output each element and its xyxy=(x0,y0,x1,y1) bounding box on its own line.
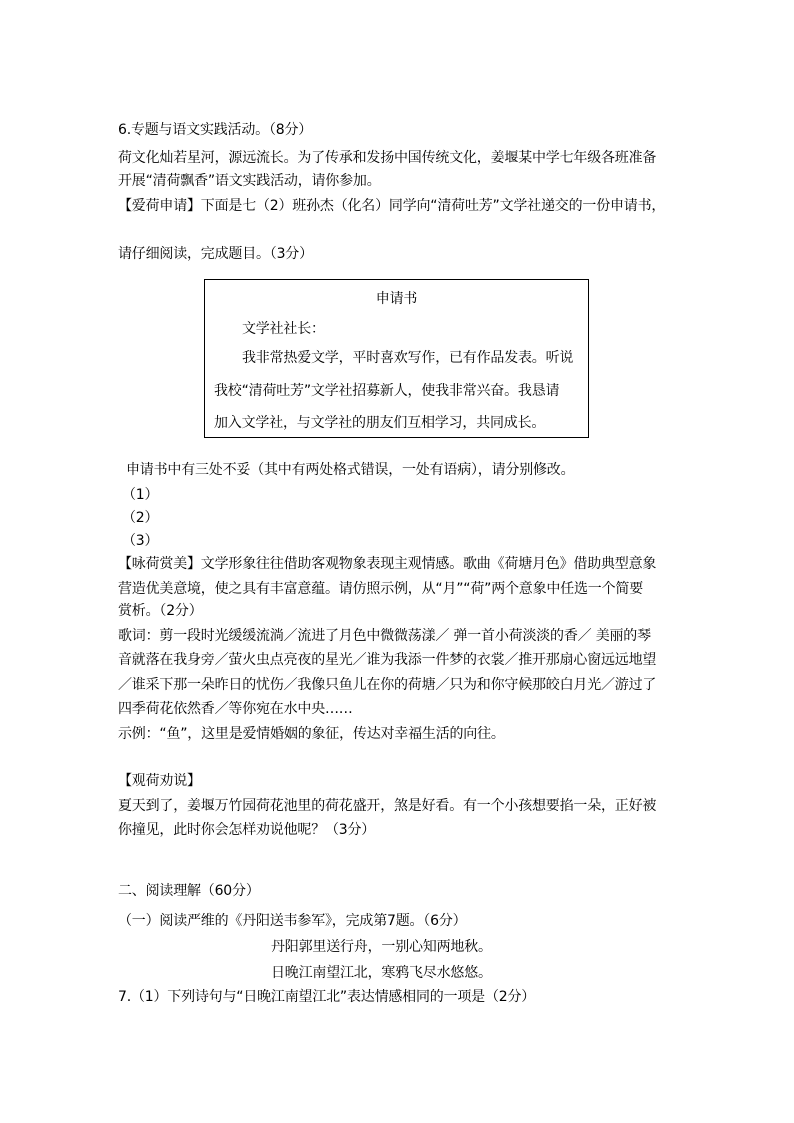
letter-title: 申请书 xyxy=(375,291,418,307)
intro-line: 开展“清荷飘香”语文实践活动，请你参加。 xyxy=(118,173,381,189)
example-line: 示例：“鱼”，这里是爱情婚姻的象征，传达对幸福生活的向往。 xyxy=(118,726,505,742)
letter-salutation: 文学社社长： xyxy=(242,321,325,337)
answer-blank-1: （1） xyxy=(122,487,159,503)
part2-line: 营造优美意境，使之具有丰富意蕴。请仿照示例，从“月”“荷”两个意象中任选一个简要 xyxy=(118,581,644,597)
part1-lead: 【爱荷申请】下面是七（2）班孙杰（化名）同学向“清荷吐芳”文学社递交的一份申请书， xyxy=(118,198,666,214)
section2-sub: （一）阅读严维的《丹阳送韦参军》，完成第7题。（6分） xyxy=(118,913,467,929)
letter-body-line: 我非常热爱文学，平时喜欢写作，已有作品发表。听说 xyxy=(242,350,574,366)
intro-line: 荷文化灿若星河，源远流长。为了传承和发扬中国传统文化，姜堰某中学七年级各班准备 xyxy=(118,150,657,166)
part3-line: 你撞见，此时你会怎样劝说他呢？（3分） xyxy=(118,822,376,838)
part2-line: 【咏荷赏美】文学形象往往借助客观物象表现主观情感。歌曲《荷塘月色》借助典型意象 xyxy=(118,556,657,572)
answer-blank-2: （2） xyxy=(122,510,159,526)
question-7: 7.（1）下列诗句与“日晚江南望江北”表达情感相同的一项是（2分） xyxy=(118,989,536,1005)
part2-line: 赏析。（2分） xyxy=(118,603,203,619)
answer-blank-3: （3） xyxy=(122,533,159,549)
part1-lead2: 请仔细阅读，完成题目。（3分） xyxy=(118,246,313,262)
part3-line: 夏天到了，姜堰万竹园荷花池里的荷花盛开，煞是好看。有一个小孩想要掐一朵，正好被 xyxy=(118,798,657,814)
poem-line: 日晚江南望江北，寒鸦飞尽水悠悠。 xyxy=(271,965,492,981)
lyrics-line: 歌词：剪一段时光缓缓流淌／流进了月色中微微荡漾／ 弹一首小荷淡淡的香／ 美丽的琴 xyxy=(118,628,651,644)
lyrics-line: 四季荷花依然香／等你宛在水中央…… xyxy=(118,701,353,717)
part3-title: 【观荷劝说】 xyxy=(118,773,201,789)
letter-body-line: 加入文学社，与文学社的朋友们互相学习，共同成长。 xyxy=(214,415,546,431)
section2-title: 二、阅读理解（60分） xyxy=(118,883,260,899)
application-letter-box xyxy=(204,279,589,438)
letter-body-line: 我校“清荷吐芳”文学社招募新人，使我非常兴奋。我恳请 xyxy=(214,383,560,399)
lyrics-line: ／谁采下那一朵昨日的忧伤／我像只鱼儿在你的荷塘／只为和你守候那皎白月光／游过了 xyxy=(118,677,657,693)
lyrics-line: 音就落在我身旁／萤火虫点亮夜的星光／谁为我添一件梦的衣裳／推开那扇心窗远远地望 xyxy=(118,652,657,668)
part1-question: 申请书中有三处不妥（其中有两处格式错误，一处有语病），请分别修改。 xyxy=(126,462,575,478)
poem-line: 丹阳郭里送行舟，一别心知两地秋。 xyxy=(271,939,492,955)
question-6-title: 6.专题与语文实践活动。（8分） xyxy=(118,122,313,138)
